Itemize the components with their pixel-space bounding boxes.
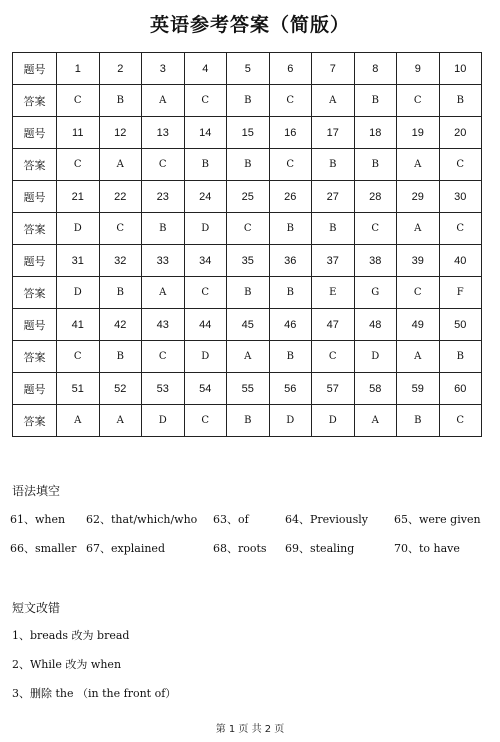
grammar-answer: 65、were given — [394, 513, 481, 526]
question-number-cell: 40 — [439, 245, 482, 277]
question-number-cell: 1 — [57, 53, 100, 85]
question-number-cell: 42 — [99, 309, 142, 341]
question-number-cell: 11 — [57, 117, 100, 149]
question-number-cell: 45 — [227, 309, 270, 341]
question-number-cell: 3 — [142, 53, 185, 85]
answer-cell: D — [184, 341, 227, 373]
answer-cell: A — [312, 85, 355, 117]
answer-row — [13, 341, 482, 373]
answer-cell: B — [99, 341, 142, 373]
answer-row — [13, 213, 482, 245]
answer-cell: C — [57, 341, 100, 373]
question-number-cell: 49 — [397, 309, 440, 341]
question-number-cell: 41 — [57, 309, 100, 341]
question-number-cell: 39 — [397, 245, 440, 277]
question-number-cell: 58 — [354, 373, 397, 405]
question-number-cell: 29 — [397, 181, 440, 213]
answer-cell: B — [269, 213, 312, 245]
answer-label: 答案 — [13, 405, 57, 437]
answer-cell: F — [439, 277, 482, 309]
answer-cell: C — [439, 149, 482, 181]
question-number-cell: 20 — [439, 117, 482, 149]
answer-cell: C — [99, 213, 142, 245]
grammar-answer: 61、when — [10, 513, 66, 526]
question-number-cell: 19 — [397, 117, 440, 149]
question-number-label: 题号 — [13, 245, 57, 277]
grammar-answer: 62、that/which/who — [86, 513, 198, 526]
question-number-cell: 51 — [57, 373, 100, 405]
question-number-cell: 36 — [269, 245, 312, 277]
answer-cell: D — [57, 277, 100, 309]
answer-cell: B — [312, 213, 355, 245]
question-number-row — [13, 117, 482, 149]
answer-cell: B — [269, 277, 312, 309]
question-number-cell: 25 — [227, 181, 270, 213]
answer-cell: A — [397, 341, 440, 373]
question-number-cell: 17 — [312, 117, 355, 149]
question-number-cell: 24 — [184, 181, 227, 213]
question-number-label: 题号 — [13, 373, 57, 405]
question-number-cell: 47 — [312, 309, 355, 341]
answer-table — [12, 52, 482, 437]
grammar-row-1 — [10, 511, 490, 527]
answer-cell: C — [57, 149, 100, 181]
answer-cell: C — [227, 213, 270, 245]
answer-label: 答案 — [13, 149, 57, 181]
question-number-cell: 31 — [57, 245, 100, 277]
answer-cell: B — [354, 149, 397, 181]
answer-cell: C — [269, 85, 312, 117]
answer-cell: B — [227, 149, 270, 181]
question-number-cell: 16 — [269, 117, 312, 149]
question-number-cell: 43 — [142, 309, 185, 341]
answer-cell: C — [439, 405, 482, 437]
answer-cell: C — [397, 85, 440, 117]
grammar-answer: 68、roots — [213, 542, 267, 555]
answer-cell: A — [99, 405, 142, 437]
grammar-answer: 63、of — [213, 513, 249, 526]
question-number-cell: 33 — [142, 245, 185, 277]
answer-cell: D — [312, 405, 355, 437]
answer-cell: C — [184, 277, 227, 309]
answer-cell: G — [354, 277, 397, 309]
correction-line: 1、breads 改为 bread — [12, 629, 130, 642]
answer-cell: A — [354, 405, 397, 437]
answer-row — [13, 85, 482, 117]
correction-line: 2、While 改为 when — [12, 658, 122, 671]
question-number-cell: 55 — [227, 373, 270, 405]
answer-cell: C — [397, 277, 440, 309]
answer-cell: B — [439, 85, 482, 117]
answer-cell: C — [269, 149, 312, 181]
question-number-cell: 38 — [354, 245, 397, 277]
question-number-row — [13, 245, 482, 277]
answer-cell: C — [354, 213, 397, 245]
answer-cell: B — [269, 341, 312, 373]
question-number-cell: 6 — [269, 53, 312, 85]
answer-cell: C — [142, 341, 185, 373]
question-number-cell: 10 — [439, 53, 482, 85]
answer-cell: A — [142, 277, 185, 309]
answer-cell: B — [227, 405, 270, 437]
question-number-cell: 28 — [354, 181, 397, 213]
answer-cell: B — [99, 277, 142, 309]
question-number-cell: 4 — [184, 53, 227, 85]
correction-line: 3、删除 the （in the front of） — [12, 687, 177, 700]
question-number-cell: 53 — [142, 373, 185, 405]
answer-cell: C — [312, 341, 355, 373]
answer-label: 答案 — [13, 213, 57, 245]
question-number-cell: 59 — [397, 373, 440, 405]
answer-cell: C — [57, 85, 100, 117]
grammar-answer: 67、explained — [86, 542, 165, 555]
answer-cell: B — [439, 341, 482, 373]
answer-cell: C — [184, 405, 227, 437]
question-number-cell: 52 — [99, 373, 142, 405]
answer-cell: A — [397, 149, 440, 181]
answer-cell: B — [354, 85, 397, 117]
grammar-answer: 66、smaller — [10, 542, 77, 555]
page-footer: 第 1 页 共 2 页 — [215, 724, 285, 735]
answer-cell: C — [184, 85, 227, 117]
answer-cell: A — [57, 405, 100, 437]
answer-label: 答案 — [13, 277, 57, 309]
question-number-cell: 50 — [439, 309, 482, 341]
question-number-cell: 35 — [227, 245, 270, 277]
question-number-cell: 5 — [227, 53, 270, 85]
question-number-cell: 15 — [227, 117, 270, 149]
answer-cell: D — [269, 405, 312, 437]
question-number-cell: 14 — [184, 117, 227, 149]
answer-cell: B — [142, 213, 185, 245]
answer-cell: C — [439, 213, 482, 245]
answer-cell: C — [142, 149, 185, 181]
question-number-cell: 30 — [439, 181, 482, 213]
answer-cell: B — [184, 149, 227, 181]
answer-cell: E — [312, 277, 355, 309]
answer-cell: D — [354, 341, 397, 373]
question-number-label: 题号 — [13, 181, 57, 213]
question-number-cell: 57 — [312, 373, 355, 405]
question-number-cell: 2 — [99, 53, 142, 85]
question-number-label: 题号 — [13, 117, 57, 149]
question-number-cell: 8 — [354, 53, 397, 85]
question-number-row — [13, 309, 482, 341]
question-number-cell: 34 — [184, 245, 227, 277]
answer-cell: D — [142, 405, 185, 437]
grammar-answer: 70、to have — [394, 542, 460, 555]
question-number-cell: 56 — [269, 373, 312, 405]
question-number-cell: 32 — [99, 245, 142, 277]
question-number-cell: 46 — [269, 309, 312, 341]
answer-cell: D — [57, 213, 100, 245]
question-number-cell: 48 — [354, 309, 397, 341]
question-number-cell: 44 — [184, 309, 227, 341]
question-number-cell: 13 — [142, 117, 185, 149]
question-number-row — [13, 181, 482, 213]
answer-label: 答案 — [13, 341, 57, 373]
answer-row — [13, 277, 482, 309]
page-title: 英语参考答案（简版） — [149, 14, 350, 36]
answer-cell: B — [99, 85, 142, 117]
answer-cell: A — [99, 149, 142, 181]
answer-cell: B — [227, 277, 270, 309]
question-number-cell: 9 — [397, 53, 440, 85]
grammar-row-2 — [10, 540, 490, 556]
question-number-cell: 23 — [142, 181, 185, 213]
answer-cell: B — [397, 405, 440, 437]
answer-cell: B — [227, 85, 270, 117]
answer-label: 答案 — [13, 85, 57, 117]
question-number-cell: 18 — [354, 117, 397, 149]
question-number-label: 题号 — [13, 53, 57, 85]
correction-section-title: 短文改错 — [12, 601, 61, 615]
answer-cell: A — [227, 341, 270, 373]
question-number-cell: 21 — [57, 181, 100, 213]
question-number-row — [13, 373, 482, 405]
question-number-cell: 12 — [99, 117, 142, 149]
answer-cell: D — [184, 213, 227, 245]
answer-cell: B — [312, 149, 355, 181]
grammar-section-title: 语法填空 — [12, 484, 61, 498]
question-number-cell: 60 — [439, 373, 482, 405]
question-number-cell: 22 — [99, 181, 142, 213]
question-number-cell: 27 — [312, 181, 355, 213]
grammar-answer: 64、Previously — [285, 513, 368, 526]
answer-cell: A — [142, 85, 185, 117]
answer-row — [13, 405, 482, 437]
question-number-label: 题号 — [13, 309, 57, 341]
question-number-cell: 7 — [312, 53, 355, 85]
answer-row — [13, 149, 482, 181]
question-number-cell: 54 — [184, 373, 227, 405]
grammar-answer: 69、stealing — [285, 542, 355, 555]
question-number-cell: 26 — [269, 181, 312, 213]
question-number-cell: 37 — [312, 245, 355, 277]
question-number-row — [13, 53, 482, 85]
answer-cell: A — [397, 213, 440, 245]
